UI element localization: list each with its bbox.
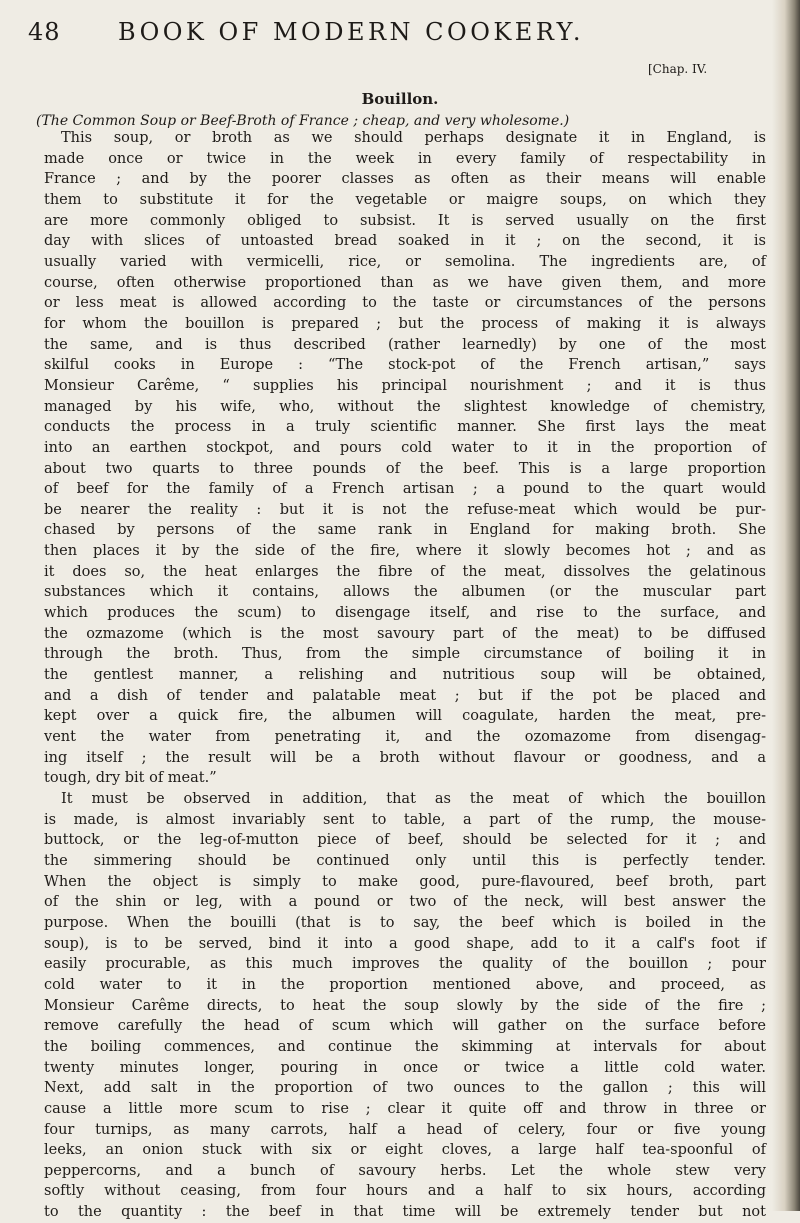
text-line: Monsieur Carême, “ supplies his principal nourishment ; and it is thus (44, 377, 766, 394)
page-number: 48 (28, 18, 61, 46)
text-line: the simmering should be continued only until this is perfectly tender. (44, 852, 766, 869)
text-line: made once or twice in the week in every family of respectability in (44, 150, 766, 167)
text-line: are more commonly obliged to subsist. It is served usually on the first (44, 212, 766, 229)
text-line: This soup, or broth as we should perhaps designate it in England, is (61, 130, 766, 146)
text-line: buttock, or the leg-of-mutton piece of beef, should be selected for it ; and (44, 832, 766, 849)
text-line: twenty minutes longer, pouring in once or twice a little cold water. (44, 1059, 766, 1076)
text-line: remove carefully the head of scum which will gather on the surface before (44, 1018, 766, 1035)
text-line: managed by his wife, who, without the slightest knowledge of chemistry, (44, 398, 766, 415)
recipe-body (44, 128, 766, 1223)
text-line: skilful cooks in Europe : “The stock-pot of the French artisan,” says (44, 357, 766, 374)
text-line: through the broth. Thus, from the simple circumstance of boiling it in (44, 646, 766, 663)
text-line: and a dish of tender and palatable meat ; but if the pot be placed and (44, 687, 766, 704)
text-line: the gentlest manner, a relishing and nutritious soup will be obtained, (44, 667, 766, 684)
text-line: substances which it contains, allows the albumen (or the muscular part (44, 584, 766, 601)
text-line: France ; and by the poorer classes as often as their means will enable (44, 171, 766, 188)
text-line: for whom the bouillon is prepared ; but the process of making it is always (44, 315, 766, 332)
text-line: usually varied with vermicelli, rice, or semolina. The ingredients are, of (44, 253, 766, 270)
text-line: leeks, an onion stuck with six or eight cloves, a large half tea-spoonful of (44, 1142, 766, 1159)
text-line: easily procurable, as this much improves the quality of the bouillon ; pour (44, 956, 766, 973)
text-line: purpose. When the bouilli (that is to say, the beef which is boiled in the (44, 914, 766, 931)
page-edge-shadow (772, 0, 800, 1211)
running-title: BOOK OF MODERN COOKERY. (118, 18, 585, 46)
text-line: peppercorns, and a bunch of savoury herbs. Let the whole stew very (44, 1162, 766, 1179)
text-line: which produces the scum) to disengage itself, and rise to the surface, and (44, 605, 766, 622)
text-line: ing itself ; the result will be a broth without flavour or goodness, and a (44, 749, 766, 766)
text-line: cause a little more scum to rise ; clear it quite off and throw in three or (44, 1100, 766, 1117)
text-line: of beef for the family of a French artisan ; a pound to the quart would (44, 481, 766, 498)
recipe-subtitle: (The Common Soup or Beef-Broth of France ; cheap, and very wholesome.) (36, 113, 570, 129)
text-line: vent the water from penetrating it, and the ozomazome from disengag- (44, 729, 766, 746)
text-line: It must be observed in addition, that as the meat of which the bouillon (61, 791, 766, 807)
text-line: be nearer the reality : but it is not the refuse-meat which would be pur- (44, 501, 766, 518)
chapter-reference: [Chap. IV. (648, 62, 708, 76)
paragraph (44, 128, 766, 789)
text-line: the ozmazome (which is the most savoury part of the meat) to be diffused (44, 625, 766, 642)
text-line: softly without ceasing, from four hours and a half to six hours, according (44, 1183, 766, 1200)
text-line: Next, add salt in the proportion of two ounces to the gallon ; this will (44, 1080, 766, 1097)
text-line: the same, and is thus described (rather learnedly) by one of the most (44, 336, 766, 353)
text-line: cold water to it in the proportion mentioned above, and proceed, as (44, 976, 766, 993)
text-line: them to substitute it for the vegetable or maigre soups, on which they (44, 191, 766, 208)
text-line: into an earthen stockpot, and pours cold water to it in the proportion of (44, 439, 766, 456)
text-line: it does so, the heat enlarges the fibre of the meat, dissolves the gelatinous (44, 563, 766, 580)
text-line: tough, dry bit of meat.” (44, 770, 217, 787)
text-line: Monsieur Carême directs, to heat the soup slowly by the side of the fire ; (44, 997, 766, 1014)
text-line: to the quantity : the beef in that time will be extremely tender but not (44, 1204, 766, 1221)
text-line: When the object is simply to make good, pure-flavoured, beef broth, part (44, 873, 766, 890)
text-line: the boiling commences, and continue the skimming at intervals for about (44, 1038, 766, 1055)
text-line: of the shin or leg, with a pound or two of the neck, will best answer the (44, 894, 766, 911)
text-line: conducts the process in a truly scientific manner. She first lays the meat (44, 419, 766, 436)
text-line: chased by persons of the same rank in England for making broth. She (44, 522, 766, 539)
running-header (28, 14, 758, 54)
text-line: soup), is to be served, bind it into a good shape, add to it a calf's foot if (44, 935, 766, 952)
text-line: course, often otherwise proportioned than as we have given them, and more (44, 274, 766, 291)
text-line: kept over a quick fire, the albumen will coagulate, harden the meat, pre- (44, 708, 766, 725)
text-line: day with slices of untoasted bread soaked in it ; on the second, it is (44, 233, 766, 250)
paragraph (44, 789, 766, 1223)
text-line: four turnips, as many carrots, half a head of celery, four or five young (44, 1121, 766, 1138)
text-line: is made, is almost invariably sent to table, a part of the rump, the mouse- (44, 811, 766, 828)
text-line: then places it by the side of the fire, where it slowly becomes hot ; and as (44, 543, 766, 560)
recipe-heading: Bouillon. (361, 90, 439, 108)
text-line: about two quarts to three pounds of the beef. This is a large proportion (44, 460, 766, 477)
text-line: or less meat is allowed according to the taste or circumstances of the persons (44, 295, 766, 312)
